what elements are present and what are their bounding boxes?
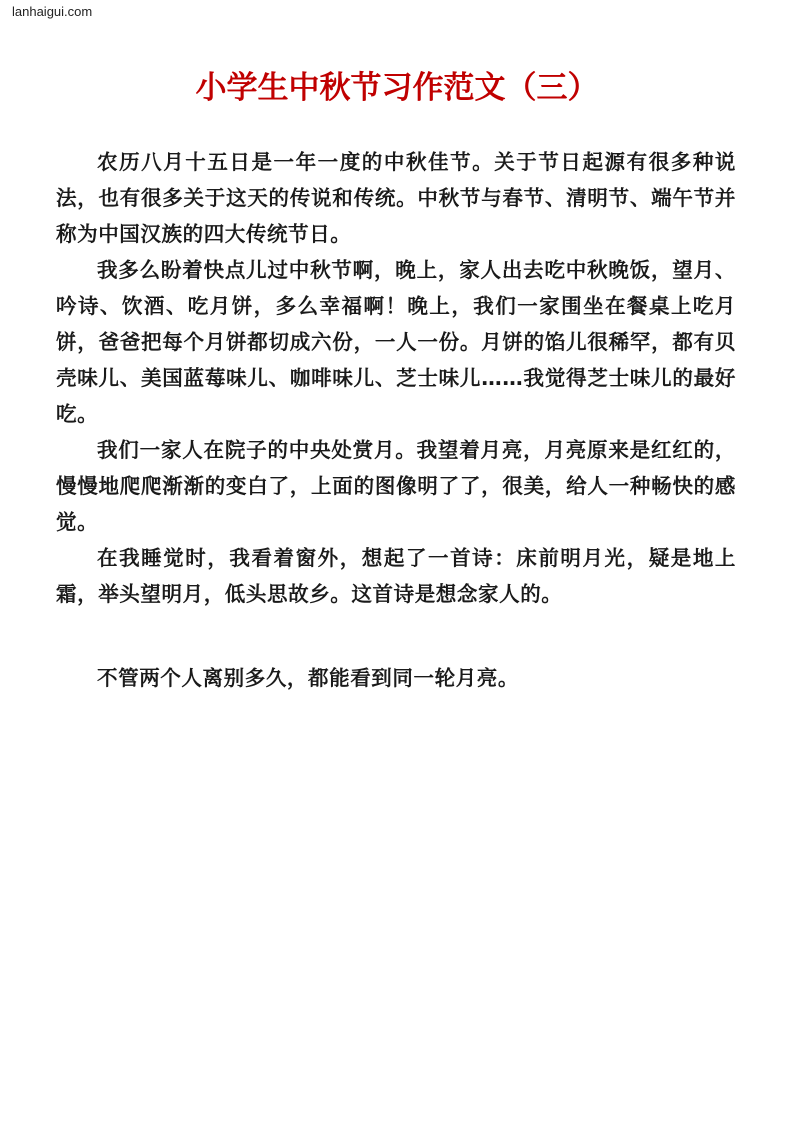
paragraph-4: 在我睡觉时，我看着窗外，想起了一首诗：床前明月光，疑是地上霜，举头望明月，低头思故乡。这首诗是想念家人的。 [56, 546, 736, 606]
paragraph-2: 我多么盼着快点儿过中秋节啊，晚上，家人出去吃中秋晚饭，望月、吟诗、饮酒、吃月饼，多么幸福啊！晚上，我们一家围坐在餐桌上吃月饼，爸爸把每个月饼都切成六份，一人一份。月饼的馅儿很稀罕，都有贝壳味儿、美国蓝莓味儿、咖啡味儿、芝士味儿……我觉得芝士味儿的最好吃。 [56, 258, 736, 426]
article-body [56, 144, 736, 696]
paragraph-3: 我们一家人在院子的中央处赏月。我望着月亮，月亮原来是红红的，慢慢地爬爬渐渐的变白了，上面的图像明了了，很美，给人一种畅快的感觉。 [56, 438, 736, 534]
paragraph-5: 不管两个人离别多久，都能看到同一轮月亮。 [97, 666, 519, 690]
site-watermark: lanhaigui.com [12, 4, 93, 19]
page-title: 小学生中秋节习作范文（三） [195, 70, 599, 106]
paragraph-1: 农历八月十五日是一年一度的中秋佳节。关于节日起源有很多种说法，也有很多关于这天的传说和传统。中秋节与春节、清明节、端午节并称为中国汉族的四大传统节日。 [56, 150, 736, 246]
paragraph-gap [56, 612, 736, 660]
